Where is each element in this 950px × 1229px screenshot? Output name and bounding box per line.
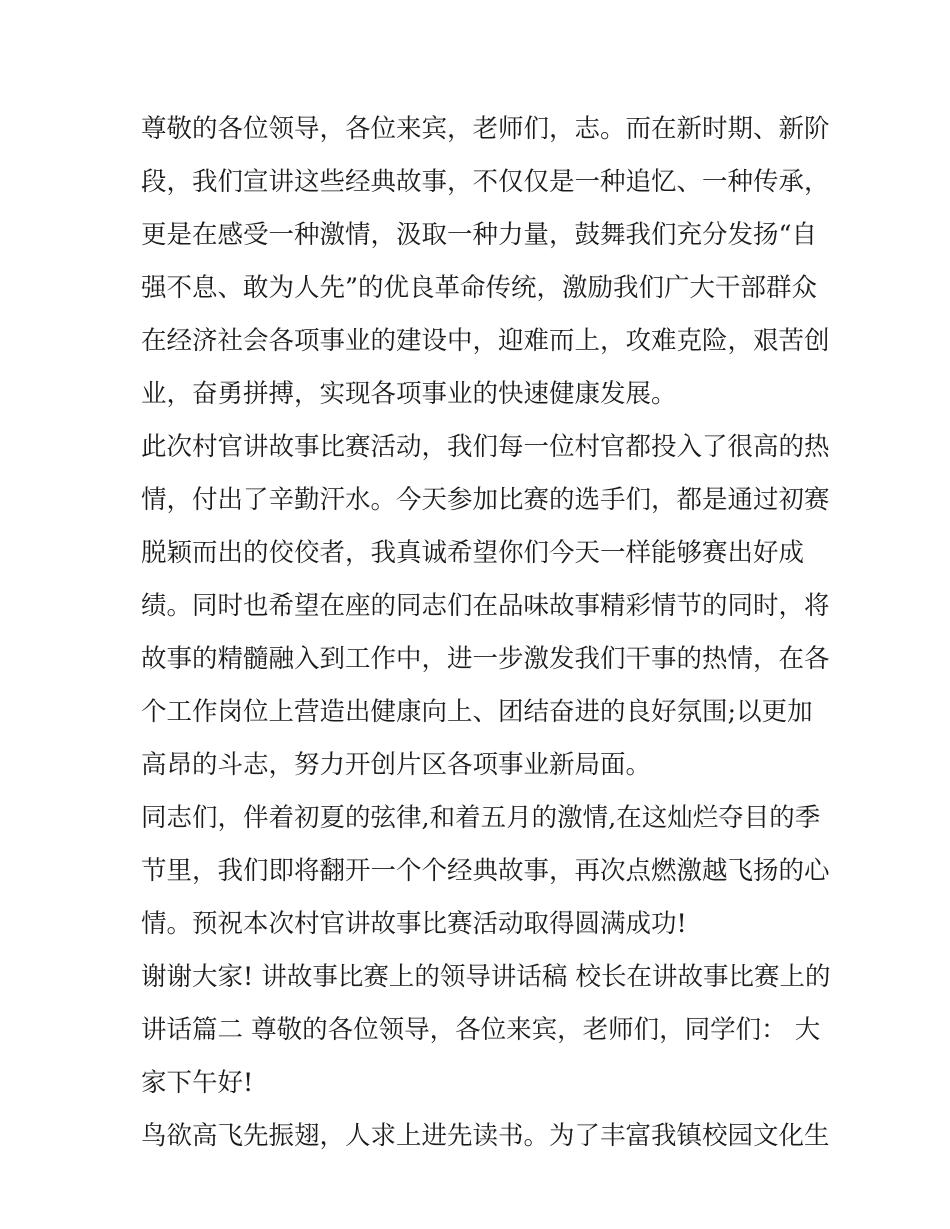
text-line: 高昂的斗志，努力开创片区各项事业新局面。 <box>141 750 652 780</box>
text-line: 段，我们宣讲这些经典故事，不仅仅是一种追忆、一种传承， <box>141 167 830 197</box>
text-line: 绩。同时也希望在座的同志们在品味故事精彩情节的同时，将 <box>141 591 830 621</box>
text-line: 强不息、敢为人先”的优良革命传统，激励我们广大干部群众 <box>141 273 818 303</box>
text-line: 鸟欲高飞先振翅，人求上进先读书。为了丰富我镇校园文化生 <box>141 1121 830 1151</box>
text-line: 同志们，伴着初夏的弦律,和着五月的激情,在这灿烂夺目的季 <box>141 803 821 833</box>
text-line: 讲话篇二 尊敬的各位领导，各位来宾，老师们，同学们： 大 <box>141 1015 821 1045</box>
text-line: 个工作岗位上营造出健康向上、团结奋进的良好氛围;以更加 <box>141 697 813 727</box>
body-text <box>141 103 831 1163</box>
text-line: 家下午好! <box>141 1068 254 1098</box>
text-line: 更是在感受一种激情，汲取一种力量，鼓舞我们充分发扬“自 <box>141 220 818 250</box>
text-line: 此次村官讲故事比赛活动，我们每一位村官都投入了很高的热 <box>141 432 830 462</box>
text-line: 情，付出了辛勤汗水。今天参加比赛的选手们，都是通过初赛 <box>141 485 830 515</box>
text-line: 脱颖而出的佼佼者，我真诚希望你们今天一样能够赛出好成 <box>141 538 805 568</box>
text-line: 故事的精髓融入到工作中，进一步激发我们干事的热情，在各 <box>141 644 830 674</box>
text-line: 谢谢大家! 讲故事比赛上的领导讲话稿 校长在讲故事比赛上的 <box>141 962 831 992</box>
text-line: 情。预祝本次村官讲故事比赛活动取得圆满成功! <box>141 909 687 939</box>
text-line: 尊敬的各位领导，各位来宾，老师们，志。而在新时期、新阶 <box>141 114 830 144</box>
text-line: 业，奋勇拼搏，实现各项事业的快速健康发展。 <box>141 379 677 409</box>
text-line: 节里，我们即将翻开一个个经典故事，再次点燃激越飞扬的心 <box>141 856 830 886</box>
text-line: 在经济社会各项事业的建设中，迎难而上，攻难克险，艰苦创 <box>141 326 830 356</box>
